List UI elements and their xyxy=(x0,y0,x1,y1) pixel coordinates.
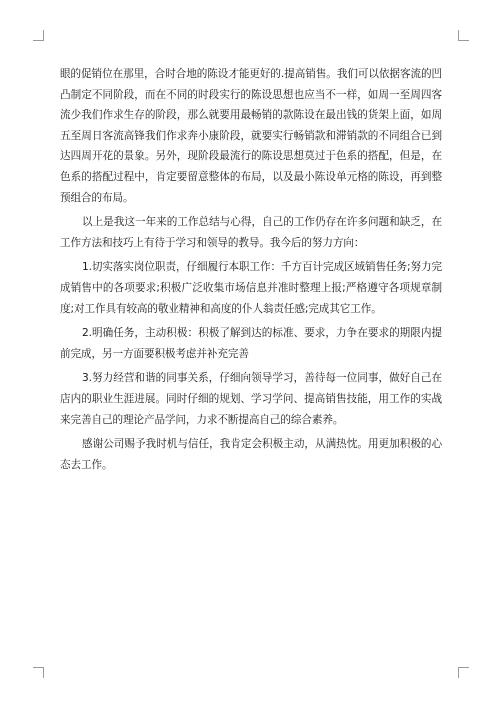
crop-mark-bottom-right xyxy=(458,667,469,678)
paragraph-goal-1: 1.切实落实岗位职责，仔细履行本职工作：千方百计完成区域销售任务;努力完成销售中的各项要求;积极广泛收集市场信息并准时整理上报;严格遵守各项规章制度;对工作具有较高的敬业精神和高度的仆人翁责任感;完成其它工作。 xyxy=(60,261,442,315)
crop-mark-top-left xyxy=(33,30,44,41)
paragraph-closing: 感谢公司赐予我时机与信任，我肯定会积极主动，从满热忱。用更加积极的心态去工作。 xyxy=(60,438,442,471)
paragraph-summary: 以上是我这一年来的工作总结与心得，自己的工作仍存在许多问题和缺乏，在工作方法和技巧上有待于学习和领导的教导。我今后的努力方向： xyxy=(60,216,442,249)
paragraph-continuation: 眼的促销位在那里，合时合地的陈设才能更好的.提高销售。我们可以依据客流的凹凸制定不同阶段，而在不同的时段实行的陈设思想也应当不一样，如周一至周四客流少我们作求生存的阶段，那么就要用最畅销的款陈设在最出钱的货架上面，如周五至周日客流高锋我们作求奔小康阶段，就要实行畅销款和滞销款的不同组合已到达四周开花的景象。另外，现阶段最流行的陈设思想莫过于色系的搭配，但是，在色系的搭配过程中，肯定要留意整体的布局，以及最小陈设单元格的陈设，再到整预组合的布局。 xyxy=(60,68,442,204)
document-body xyxy=(60,64,442,479)
paragraph-goal-3: 3.努力经营和谐的同事关系，仔细向领导学习，善待每一位同事，做好自己在店内的职业生涯进展。同时仔细的规划、学习学问、提高销售技能，用工作的实战来完善自己的理论产品学问，力求不断提高自己的综合素养。 xyxy=(60,372,442,426)
crop-mark-bottom-left xyxy=(33,667,44,678)
paragraph-goal-2: 2.明确任务，主动积极：积极了解到达的标准、要求，力争在要求的期限内提前完成，另一方面要积极考虑并补充完善 xyxy=(60,327,442,360)
crop-mark-top-right xyxy=(458,30,469,41)
